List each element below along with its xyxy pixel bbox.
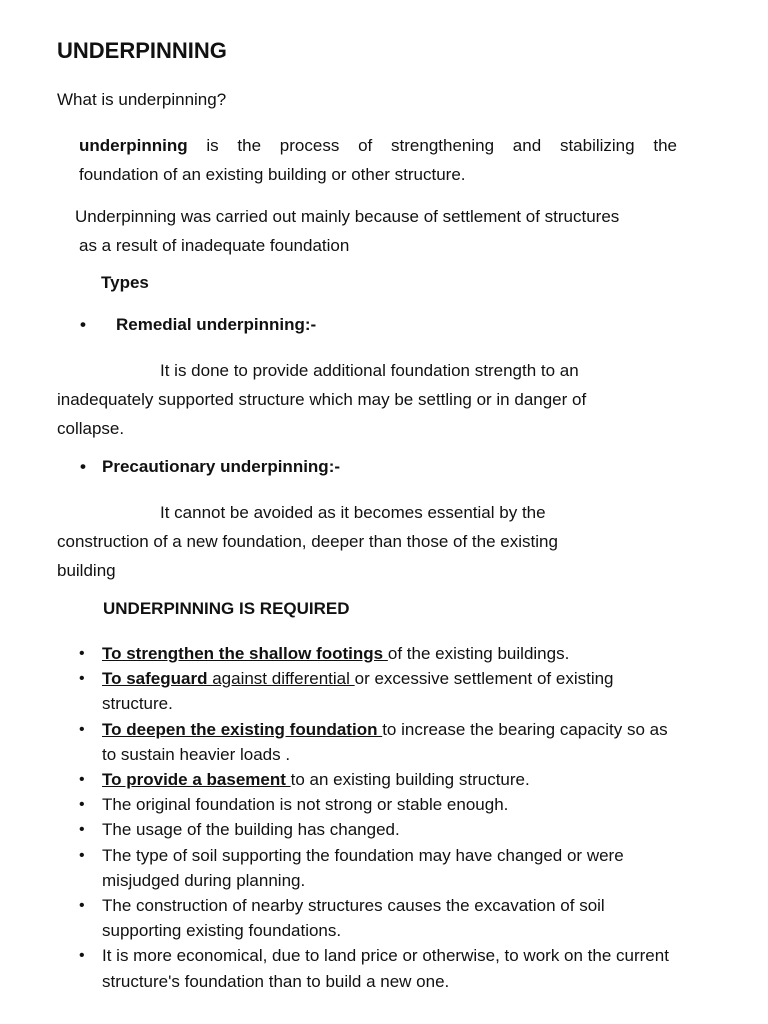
page-title: UNDERPINNING	[57, 38, 227, 63]
list-item-text: The usage of the building has changed.	[102, 820, 400, 840]
type-desc-precautionary-line-3: building	[57, 561, 116, 580]
bullet-icon: •	[79, 645, 85, 662]
required-list	[75, 641, 685, 994]
list-item-text: The original foundation is not strong or stable enough.	[102, 795, 509, 815]
type-heading-precautionary	[80, 457, 340, 477]
definition-term: underpinning	[79, 136, 188, 155]
bullet-icon: •	[79, 846, 85, 864]
bullet-icon: •	[79, 796, 85, 814]
type-name-remedial: Remedial underpinning:-	[116, 315, 317, 334]
type-heading-remedial	[80, 315, 316, 335]
type-desc-remedial-line-3: collapse.	[57, 419, 125, 438]
list-item	[75, 893, 685, 943]
required-heading: UNDERPINNING IS REQUIRED	[103, 599, 350, 618]
list-item-text: It is more economical, due to land price or otherwise, to work on the current structure's foundation than to build a new one.	[102, 946, 669, 991]
bullet-icon: •	[79, 670, 85, 688]
list-item-bold: To provide a basement	[102, 770, 291, 790]
list-item	[75, 767, 685, 792]
list-item-bold: To strengthen the shallow footings	[102, 644, 388, 663]
list-item-text: to increase the bearing capacity so as to sustain heavier loads .	[102, 719, 668, 764]
type-desc-precautionary-line-2: construction of a new foundation, deeper than those of the existing	[57, 532, 558, 551]
list-item	[75, 843, 685, 893]
bullet-icon: •	[79, 771, 85, 789]
list-item	[75, 666, 685, 716]
question-text: What is underpinning?	[57, 90, 227, 109]
bullet-icon: •	[79, 897, 85, 915]
list-item-text: or excessive settlement of existing structure.	[102, 669, 614, 714]
type-desc-remedial-line-2: inadequately supported structure which may be settling or in danger of	[57, 390, 587, 409]
definition-paragraph	[79, 131, 677, 189]
definition-line-2: foundation of an existing building or other structure.	[79, 165, 466, 184]
bullet-icon: •	[79, 821, 85, 839]
type-name-precautionary: Precautionary underpinning:-	[102, 457, 341, 476]
list-item	[75, 717, 685, 767]
list-item	[75, 943, 685, 993]
type-desc-remedial-line-1: It is done to provide additional foundation strength to an	[160, 361, 579, 380]
reason-line-1: Underpinning was carried out mainly because of settlement of structures	[75, 207, 620, 226]
type-desc-precautionary-line-1: It cannot be avoided as it becomes essential by the	[160, 503, 546, 522]
list-item-text: of the existing buildings.	[387, 644, 570, 663]
bullet-icon: •	[80, 315, 86, 334]
list-item	[75, 792, 685, 817]
bullet-icon: •	[79, 947, 85, 965]
types-heading: Types	[101, 273, 149, 292]
list-item-text: to an existing building structure.	[290, 770, 530, 790]
definition-line-1	[79, 131, 677, 160]
list-item-underlined: against differential	[207, 669, 355, 689]
type-desc-remedial	[57, 356, 657, 443]
bullet-icon: •	[80, 457, 86, 476]
list-item-bold: To deepen the existing foundation	[102, 719, 383, 739]
reason-paragraph	[75, 202, 685, 260]
bullet-icon: •	[79, 720, 85, 738]
list-item-bold: To safeguard	[102, 669, 208, 689]
list-item	[75, 817, 685, 842]
type-desc-precautionary	[57, 498, 657, 585]
definition-line-1-rest: is the process of strengthening and stabilizing the	[187, 136, 677, 155]
reason-line-2: as a result of inadequate foundation	[79, 236, 350, 255]
list-item	[75, 641, 685, 666]
list-item-text: The type of soil supporting the foundation may have changed or were misjudged during planning.	[102, 845, 624, 890]
list-item-text: The construction of nearby structures causes the excavation of soil supporting existing foundations.	[102, 896, 605, 941]
